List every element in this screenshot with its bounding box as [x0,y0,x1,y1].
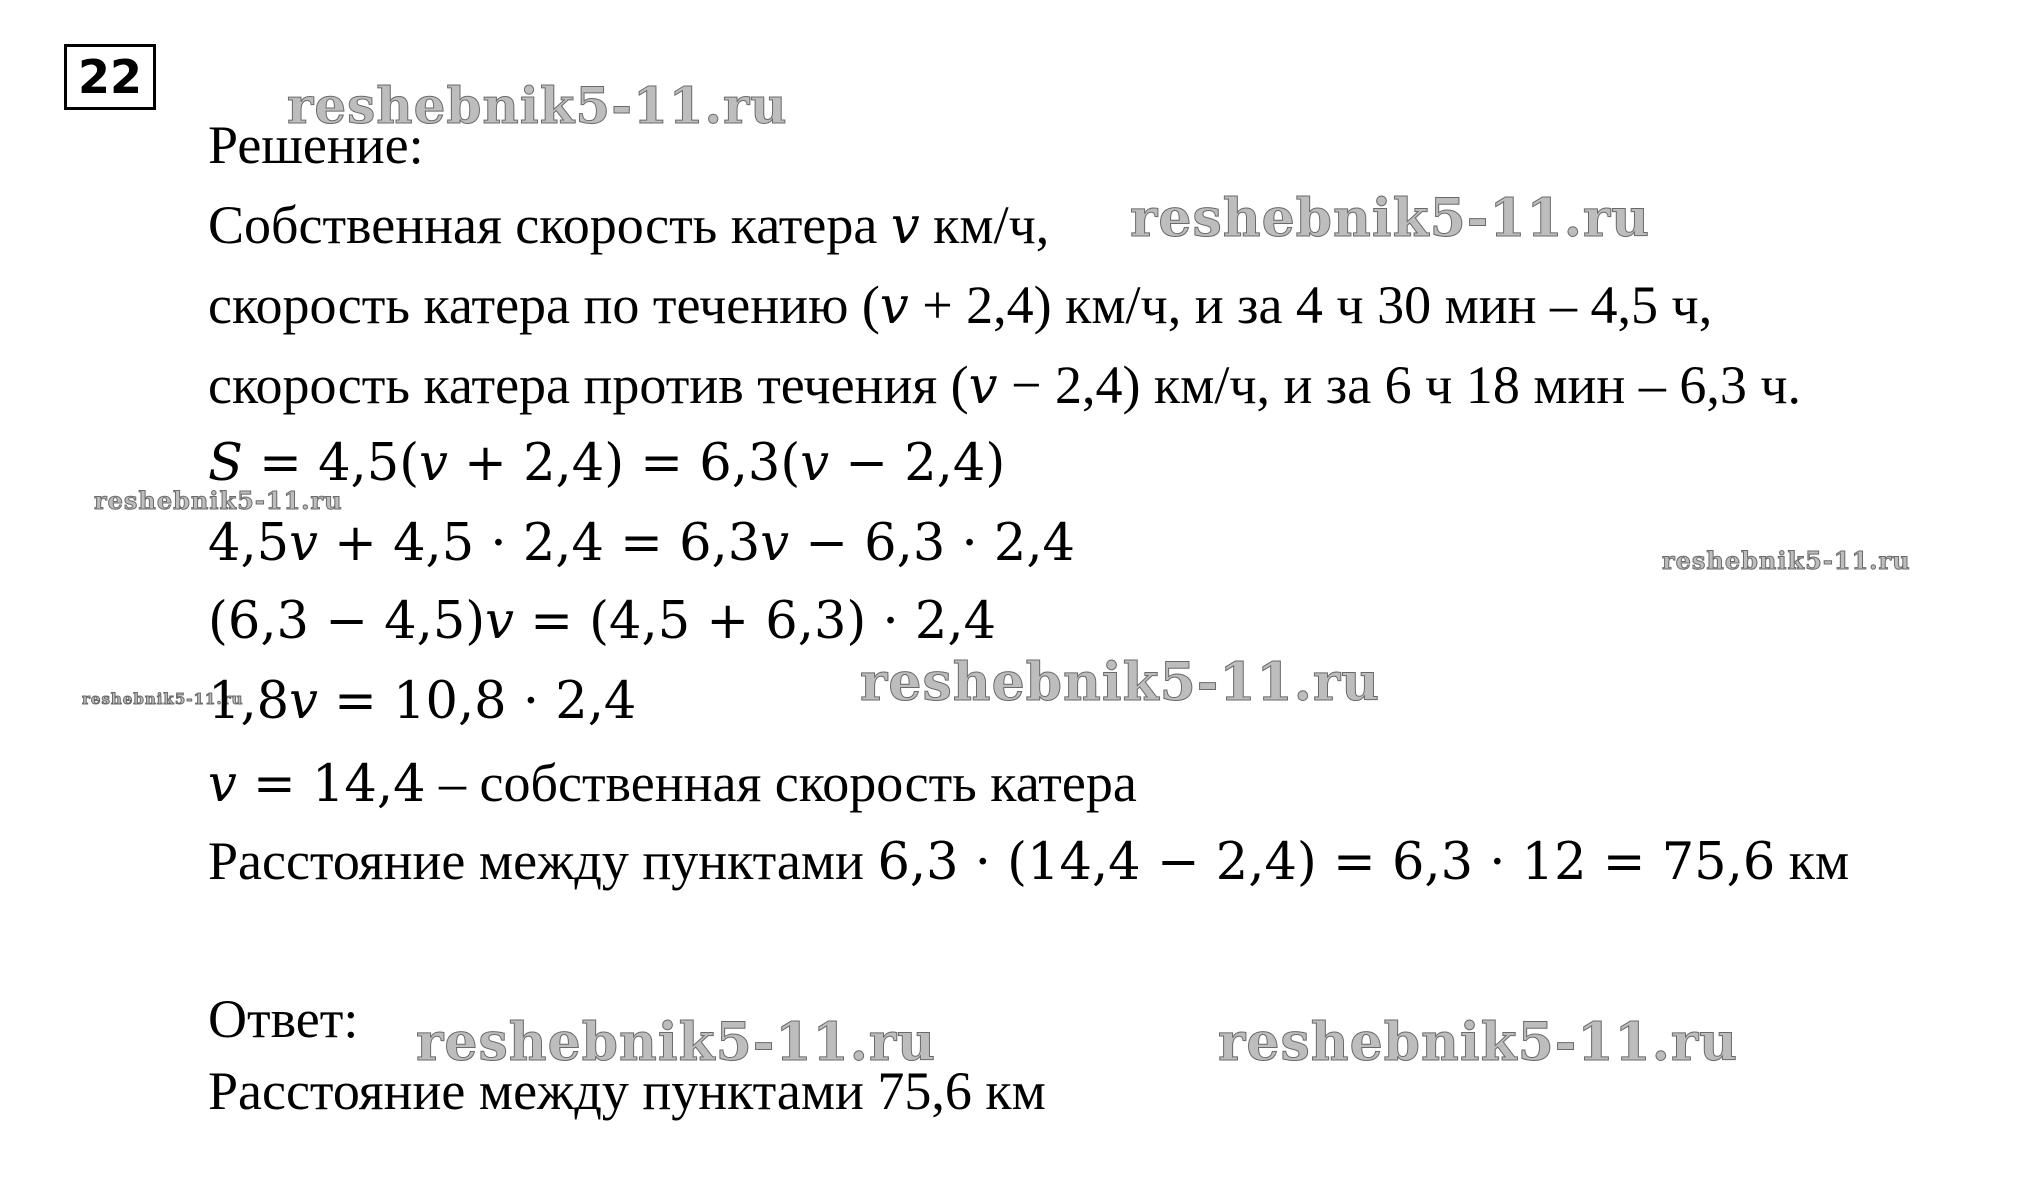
watermark: reshebnik5-11.ru [416,1012,937,1073]
distance-line: Расстояние между пунктами 6,3 · (14,4 − 2,4) = 6,3 · 12 = 75,6 км [208,831,1850,892]
watermark: reshebnik5-11.ru [860,652,1381,713]
equation-4: 1,8v = 10,8 · 2,4 [208,672,637,731]
watermark: reshebnik5-11.ru [1130,188,1651,249]
text-line-3: скорость катера против течения (v − 2,4) км/ч, и за 6 ч 18 мин – 6,3 ч. [208,355,1801,416]
equation-3: (6,3 − 4,5)v = (4,5 + 6,3) · 2,4 [208,592,997,651]
task-number-box: 22 [64,44,156,110]
equation-5: v = 14,4 – собственная скорость катера [208,753,1137,814]
solution-label: Решение: [208,115,424,175]
watermark: reshebnik5-11.ru [287,76,788,135]
equation-1: S = 4,5(v + 2,4) = 6,3(v − 2,4) [208,434,1006,493]
text-line-2: скорость катера по течению (v + 2,4) км/ч, и за 4 ч 30 мин – 4,5 ч, [208,275,1713,336]
watermark: reshebnik5-11.ru [1662,546,1911,575]
answer-label: Ответ: [208,989,359,1049]
text-line-1: Собственная скорость катера v км/ч, [208,195,1050,256]
watermark: reshebnik5-11.ru [1218,1012,1739,1073]
watermark: reshebnik5-11.ru [82,690,244,708]
answer-text: Расстояние между пунктами 75,6 км [208,1061,1046,1121]
watermark: reshebnik5-11.ru [94,486,343,515]
equation-2: 4,5v + 4,5 · 2,4 = 6,3v − 6,3 · 2,4 [208,514,1076,573]
